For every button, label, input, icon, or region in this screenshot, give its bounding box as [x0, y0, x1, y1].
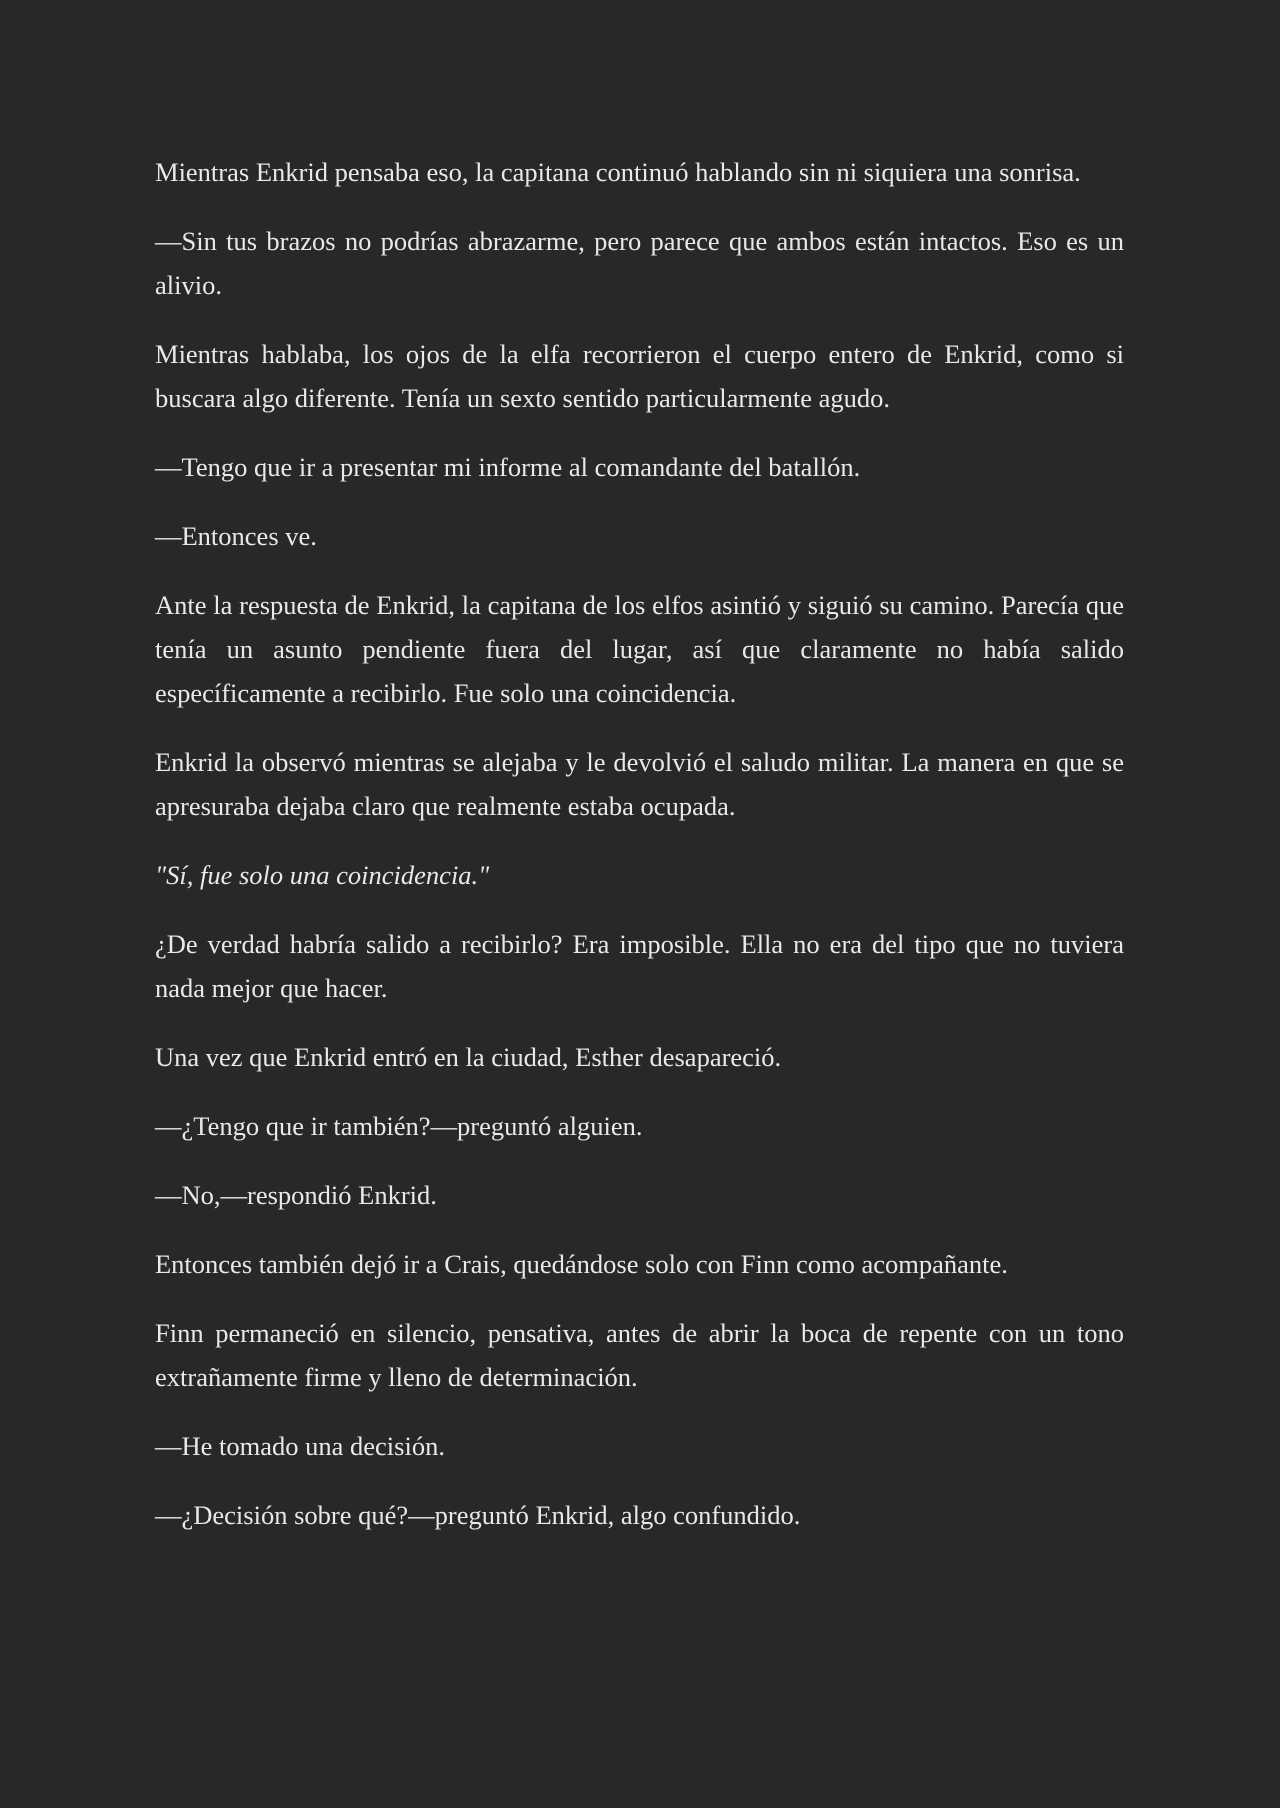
paragraph-1: Mientras Enkrid pensaba eso, la capitana continuó hablando sin ni siquiera una sonrisa.	[155, 157, 1081, 187]
paragraph-14: Finn permaneció en silencio, pensativa, antes de abrir la boca de repente con un tono extrañamente firme y lleno de determinación.	[155, 1318, 1124, 1392]
paragraph-4: —Tengo que ir a presentar mi informe al comandante del batallón.	[155, 452, 861, 482]
paragraph-15: —He tomado una decisión.	[155, 1431, 445, 1461]
paragraph-7: Enkrid la observó mientras se alejaba y le devolvió el saludo militar. La manera en que se apresuraba dejaba claro que realmente estaba ocupada.	[155, 747, 1124, 821]
paragraph-9: ¿De verdad habría salido a recibirlo? Era imposible. Ella no era del tipo que no tuviera nada mejor que hacer.	[155, 929, 1124, 1003]
paragraph-16: —¿Decisión sobre qué?—preguntó Enkrid, algo confundido.	[155, 1500, 801, 1530]
paragraph-12: —No,—respondió Enkrid.	[155, 1180, 437, 1210]
paragraph-11: —¿Tengo que ir también?—preguntó alguien.	[155, 1111, 643, 1141]
paragraph-8-thought: "Sí, fue solo una coincidencia."	[155, 860, 490, 890]
paragraph-5: —Entonces ve.	[155, 521, 317, 551]
paragraph-6: Ante la respuesta de Enkrid, la capitana de los elfos asintió y siguió su camino. Parecía que tenía un asunto pendiente fuera del lugar, así que claramente no había salido específicamente a recibirlo. Fue solo una coincidencia.	[155, 590, 1124, 708]
paragraph-2: —Sin tus brazos no podrías abrazarme, pero parece que ambos están intactos. Eso es un alivio.	[155, 226, 1124, 300]
paragraph-13: Entonces también dejó ir a Crais, quedándose solo con Finn como acompañante.	[155, 1249, 1008, 1279]
paragraph-3: Mientras hablaba, los ojos de la elfa recorrieron el cuerpo entero de Enkrid, como si buscara algo diferente. Tenía un sexto sentido particularmente agudo.	[155, 339, 1124, 413]
paragraph-10: Una vez que Enkrid entró en la ciudad, Esther desapareció.	[155, 1042, 782, 1072]
